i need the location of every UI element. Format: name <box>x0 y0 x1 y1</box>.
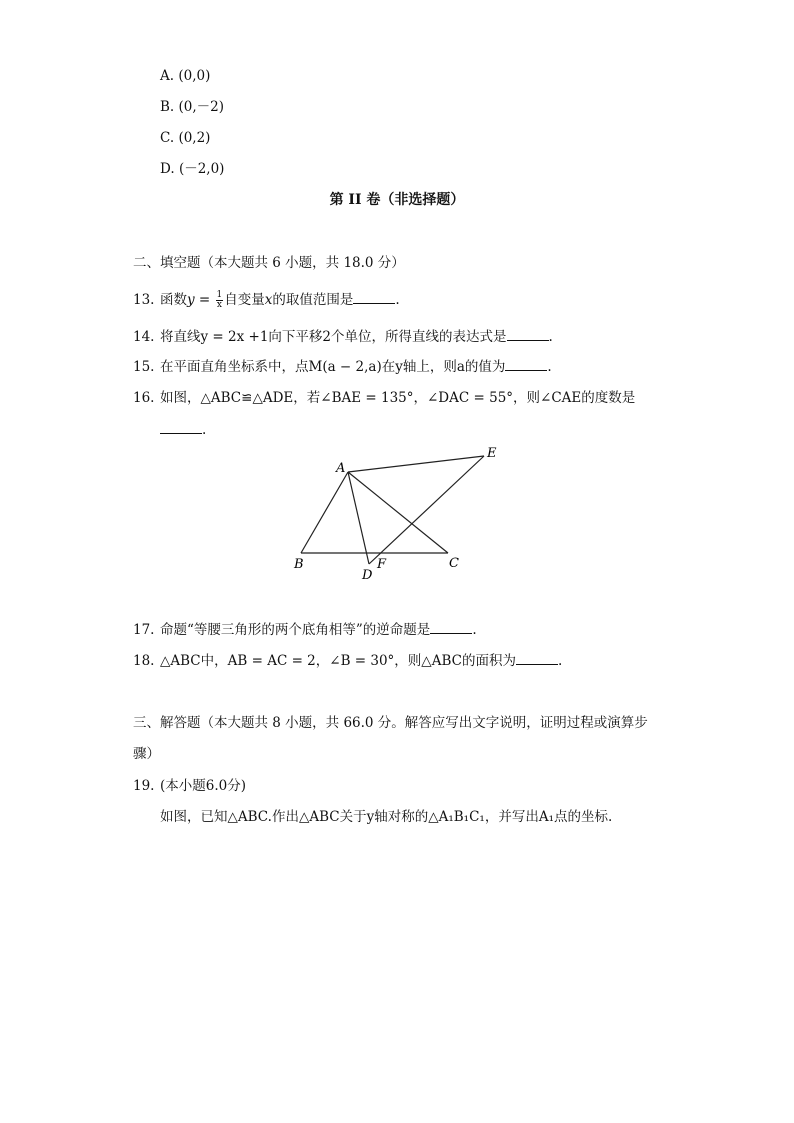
answer-blank[interactable] <box>516 652 558 665</box>
segment-ae <box>348 456 484 472</box>
label-b: B <box>294 557 304 572</box>
question-points: (本小题6.0分) <box>160 778 247 794</box>
option-d <box>160 160 224 178</box>
option-text: (－2,0) <box>178 161 225 177</box>
label-d: D <box>362 568 373 583</box>
question-end: . <box>547 359 552 375</box>
section2-label: 二、填空题（本大题共 6 小题，共 18.0 分） <box>133 255 405 271</box>
label-c: C <box>449 556 459 571</box>
question-text: 在平面直角坐标系中，点M(a − 2,a)在y轴上，则a的值为 <box>160 359 506 375</box>
part2-title: 第 II 卷（非选择题） <box>329 192 465 208</box>
segment-ac <box>348 472 448 553</box>
question-text: 命题“等腰三角形的两个底角相等”的逆命题是 <box>160 622 431 638</box>
section2-header <box>133 254 405 272</box>
section3-header-line1: 三、解答题（本大题共 8 小题，共 66.0 分。解答应写出文字说明，证明过程或演算步 <box>133 715 648 731</box>
question-number: 17. <box>133 622 155 638</box>
question-text: 如图，△ABC≌△ADE，若∠BAE = 135°，∠DAC = 55°，则∠CAE的度数是 <box>160 390 636 406</box>
question-end: . <box>548 329 553 345</box>
q13-end: . <box>395 292 400 308</box>
segment-de <box>369 456 484 564</box>
option-letter: A. <box>160 68 175 84</box>
fraction-denominator: x <box>216 300 222 310</box>
q13-eq: = <box>194 292 215 308</box>
question-text: △ABC中，AB = AC = 2，∠B = 30°，则△ABC的面积为 <box>160 653 516 669</box>
option-a <box>160 67 210 85</box>
question-text: 将直线y = 2x +1向下平移2个单位，所得直线的表达式是 <box>160 329 507 345</box>
question-19 <box>133 777 246 795</box>
question-number: 15. <box>133 359 155 375</box>
answer-blank[interactable] <box>160 421 202 434</box>
segment-ab <box>301 472 348 553</box>
question-end: . <box>202 422 207 438</box>
option-letter: C. <box>160 130 175 146</box>
triangle-figure <box>280 440 520 590</box>
option-text: (0,0) <box>178 68 211 84</box>
q13-mid: 自变量 <box>224 292 265 308</box>
answer-blank[interactable] <box>430 621 472 634</box>
question-19-body: 如图，已知△ABC.作出△ABC关于y轴对称的△A₁B₁C₁，并写出A₁点的坐标. <box>160 809 613 825</box>
question-14 <box>133 328 553 346</box>
label-e: E <box>487 446 497 461</box>
answer-blank[interactable] <box>507 328 549 341</box>
question-number: 14. <box>133 329 155 345</box>
question-number: 13. <box>133 292 155 308</box>
question-15 <box>133 358 552 376</box>
question-end: . <box>557 653 563 669</box>
answer-blank[interactable] <box>505 358 547 371</box>
question-16-answer-line <box>160 421 206 439</box>
q13-post: 的取值范围是 <box>272 292 354 308</box>
answer-blank[interactable] <box>353 291 395 304</box>
option-c <box>160 129 210 147</box>
label-a: A <box>336 461 346 476</box>
q13-fraction <box>216 291 224 310</box>
question-18 <box>133 652 562 670</box>
section3-header-line2: 骤） <box>133 746 160 762</box>
question-number: 18. <box>133 653 155 669</box>
option-b <box>160 98 224 116</box>
q13-var: y <box>187 292 195 308</box>
question-number: 19. <box>133 778 155 794</box>
option-text: (0,2) <box>178 130 211 146</box>
question-number: 16. <box>133 390 155 406</box>
label-f: F <box>377 557 387 572</box>
q13-var2: x <box>264 292 273 308</box>
option-letter: B. <box>160 99 175 115</box>
option-letter: D. <box>160 161 175 177</box>
question-17 <box>133 621 477 639</box>
question-13 <box>133 291 400 310</box>
q13-pre: 函数 <box>160 292 187 308</box>
fraction-numerator: 1 <box>216 290 223 300</box>
option-text: (0,－2) <box>178 99 225 115</box>
question-16 <box>133 389 635 407</box>
question-end: . <box>472 622 477 638</box>
